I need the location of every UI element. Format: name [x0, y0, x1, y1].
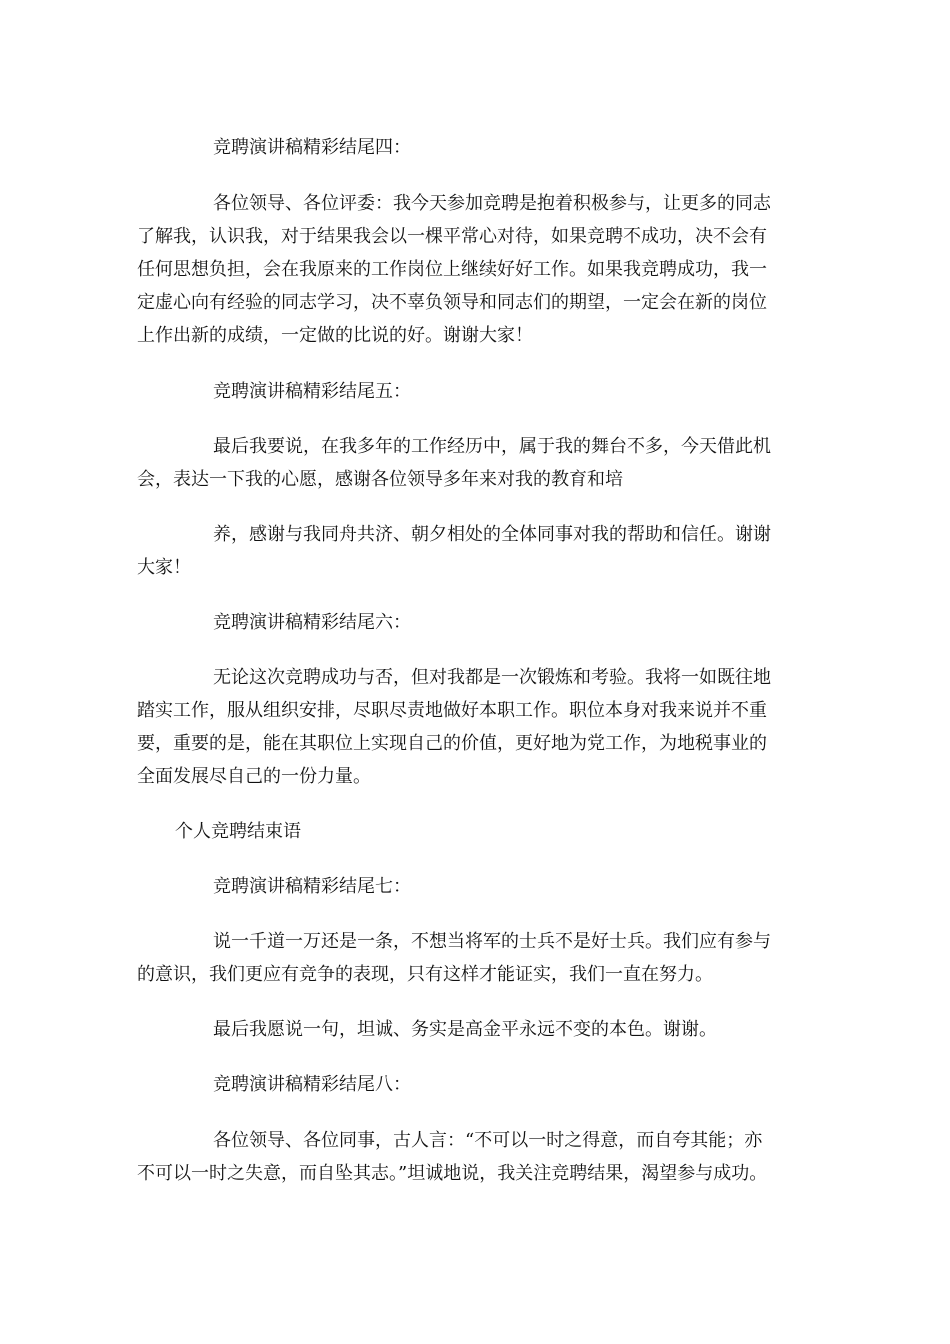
paragraph-line: 最后我要说，在我多年的工作经历中，属于我的舞台不多，今天借此机: [213, 436, 771, 457]
paragraph-line: 各位领导、各位同事，古人言：“不可以一时之得意，而自夸其能；亦: [213, 1130, 763, 1151]
heading-ending-7: 竞聘演讲稿精彩结尾七：: [213, 876, 411, 897]
heading-ending-5: 竞聘演讲稿精彩结尾五：: [213, 381, 411, 402]
paragraph-line: 要，重要的是，能在其职位上实现自己的价值，更好地为党工作，为地税事业的: [137, 733, 767, 754]
paragraph-line: 养，感谢与我同舟共济、朝夕相处的全体同事对我的帮助和信任。谢谢: [213, 524, 771, 545]
paragraph-line: 会，表达一下我的心愿，感谢各位领导多年来对我的教育和培: [137, 469, 623, 490]
section-title-closing-remarks: 个人竞聘结束语: [175, 821, 301, 842]
paragraph-line: 各位领导、各位评委：我今天参加竞聘是抱着积极参与，让更多的同志: [213, 193, 771, 214]
paragraph-line: 无论这次竞聘成功与否，但对我都是一次锻炼和考验。我将一如既往地: [213, 667, 771, 688]
paragraph-line: 任何思想负担，会在我原来的工作岗位上继续好好工作。如果我竞聘成功，我一: [137, 259, 767, 280]
heading-ending-4: 竞聘演讲稿精彩结尾四：: [213, 137, 411, 158]
paragraph-line: 最后我愿说一句，坦诚、务实是高金平永远不变的本色。谢谢。: [213, 1019, 717, 1040]
paragraph-line: 不可以一时之失意，而自坠其志。”坦诚地说，我关注竞聘结果，渴望参与成功。: [137, 1163, 768, 1184]
paragraph-line: 定虚心向有经验的同志学习，决不辜负领导和同志们的期望，一定会在新的岗位: [137, 292, 767, 313]
paragraph-line: 踏实工作，服从组织安排，尽职尽责地做好本职工作。职位本身对我来说并不重: [137, 700, 767, 721]
paragraph-line: 上作出新的成绩，一定做的比说的好。谢谢大家！: [137, 325, 533, 346]
paragraph-line: 大家！: [137, 557, 191, 578]
heading-ending-8: 竞聘演讲稿精彩结尾八：: [213, 1074, 411, 1095]
paragraph-line: 了解我，认识我，对于结果我会以一棵平常心对待，如果竞聘不成功，决不会有: [137, 226, 767, 247]
paragraph-line: 全面发展尽自己的一份力量。: [137, 766, 371, 787]
heading-ending-6: 竞聘演讲稿精彩结尾六：: [213, 612, 411, 633]
paragraph-line: 说一千道一万还是一条，不想当将军的士兵不是好士兵。我们应有参与: [213, 931, 771, 952]
paragraph-line: 的意识，我们更应有竞争的表现，只有这样才能证实，我们一直在努力。: [137, 964, 713, 985]
